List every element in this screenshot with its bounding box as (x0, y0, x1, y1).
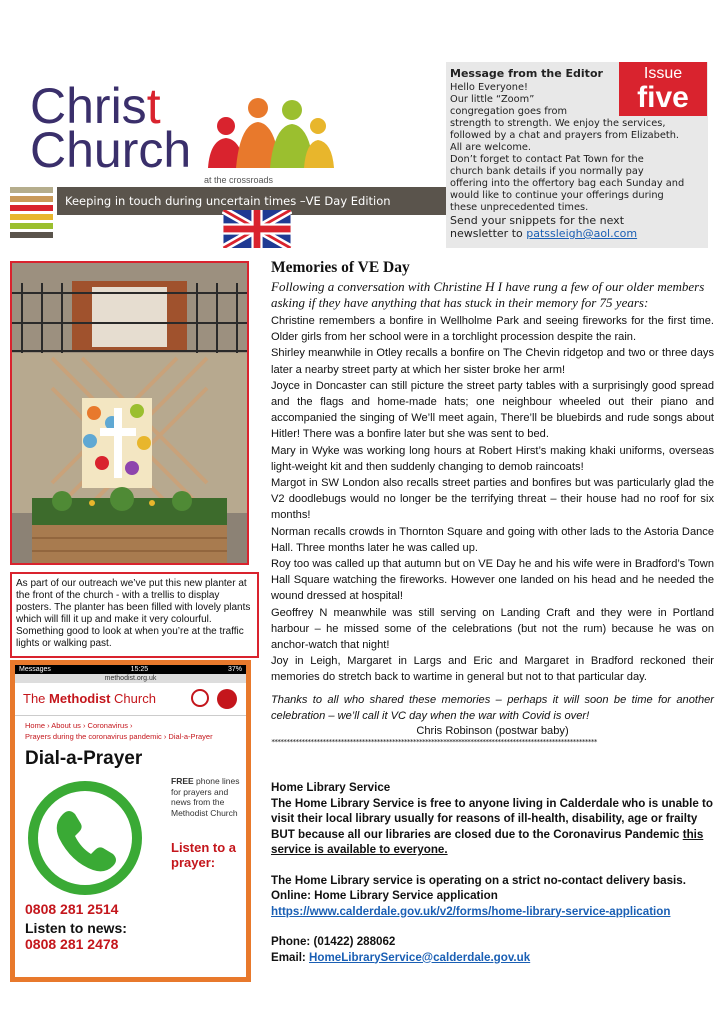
stripe-3 (10, 205, 53, 211)
editor-line: strength to strength. We enjoy the services, (450, 118, 666, 129)
stripe-6 (10, 232, 53, 238)
brand-pre: The (23, 691, 50, 706)
editor-line: All are welcome. (450, 142, 532, 153)
library-email-label: Email: (271, 950, 310, 964)
editor-line: followed by a chat and prayers from Elizabeth. (450, 130, 680, 141)
brand-bold: Methodist (49, 691, 111, 706)
listen-label: Listen to a prayer: (171, 840, 237, 870)
stripe-2 (10, 196, 53, 202)
logo-line1-a: Chris (30, 78, 147, 134)
library-phone: Phone: (01422) 288062 (271, 935, 396, 948)
article-title: Memories of VE Day (271, 259, 410, 276)
library-title: Home Library Service (271, 781, 391, 794)
editor-line: these unprecedented times. (450, 202, 589, 213)
status-battery: 37% (227, 666, 242, 673)
library-email-link[interactable]: HomeLibraryService@calderdale.gov.uk (309, 950, 531, 964)
stripe-5 (10, 223, 53, 229)
free-text: phone lines for prayers and news from the Methodist Church (171, 776, 240, 818)
editor-line: would like to continue your offerings during (450, 190, 664, 201)
issue-badge (619, 62, 707, 116)
editor-email-link[interactable]: patssleigh@aol.com (526, 227, 638, 240)
section-divider: ************************************************************************************************************ (271, 738, 597, 747)
library-para-1 (271, 796, 716, 858)
editor-line: Don’t forget to contact Pat Town for the (450, 154, 644, 165)
news-label: Listen to news: (25, 920, 127, 936)
library-online-label: Online: Home Library Service application (271, 889, 498, 902)
editor-line: congregation goes from (450, 106, 568, 117)
memory-paragraph: Roy too was called up that autumn but on VE Day he and his wife were in Bradford’s Town Hall Square watching the fireworks. However one landed on his head and he needed the wound dressed at hospital! (271, 558, 714, 603)
brand-post: Church (110, 691, 156, 706)
phone-body (15, 770, 246, 900)
memory-paragraph: Mary in Wyke was working long hours at Robert Hirst’s making khaki uniforms, overseas light-weight kit and then suddenly changing to demob raincoats! (271, 444, 714, 473)
edition-banner: Keeping in touch during uncertain times –VE Day Edition (57, 187, 447, 215)
memory-paragraph: Joyce in Doncaster can still picture the street party tables with a surprisingly good spread and the flags and home-made hats; one neighbour wheeled out their piano and accompanied the singing of We’ll meet again, There’ll be bluebirds and rude songs about Hitler! There was a bonfire later but she was sent to bed. (271, 379, 714, 441)
memory-paragraph: Norman recalls crowds in Thornton Square and going with other lads to the Astoria Dance Hall. Three months later he was called up. (271, 525, 714, 554)
memory-paragraph: Christine remembers a bonfire in Wellholme Park and seeing fireworks for the first time. Older girls from her school were in a torchlight procession despite the rain. (271, 315, 714, 344)
article-intro: Following a conversation with Christine H I have rung a few of our older members asking if they have anything that has stuck in their memory for 75 years: (271, 279, 705, 310)
library-para-2: The Home Library service is operating on a strict no-contact delivery basis. (271, 873, 686, 887)
logo-tagline: at the crossroads (204, 175, 274, 185)
stripe-1 (10, 187, 53, 193)
free-bold: FREE (171, 776, 194, 786)
status-left: Messages (19, 666, 51, 673)
editor-line: church bank details if you normally pay (450, 166, 644, 177)
planter-photo (10, 261, 249, 565)
editor-line: Hello Everyone! (450, 82, 528, 93)
editor-send-prefix: newsletter to (450, 227, 527, 240)
logo-line1-b: t (146, 78, 161, 134)
planter-photo-image (12, 263, 247, 563)
phone-status-bar (15, 665, 246, 674)
editor-line: offering into the offertory bag each Sunday and (450, 178, 685, 189)
article-thanks: Thanks to all who shared these memories – perhaps it will soon be time for another celebration – we’ll call it VC day when the war with Covid is over! (271, 693, 714, 722)
search-icon[interactable] (191, 689, 209, 707)
dial-a-prayer-screenshot (10, 660, 251, 982)
memory-paragraph: Margot in SW London also recalls street parties and bonfires but was particularly glad the V2 doodlebugs would no longer be the terrifying threat – their house had no roof for six months! (271, 477, 714, 522)
home-library-section (271, 780, 716, 965)
memory-paragraph: Geoffrey N meanwhile was still serving on Landing Craft and they were in Portland harbour – he missed some of the celebrations (but not the rum) because he was on anchor-watch that night! (271, 606, 714, 652)
dial-a-prayer-heading: Dial-a-Prayer (25, 748, 143, 769)
crumb-line-2: Prayers during the coronavirus pandemic › Dial-a-Prayer (25, 732, 213, 741)
logo-line2: Church (30, 122, 192, 178)
library-spacer-2 (271, 919, 716, 934)
status-time: 15:25 (130, 666, 149, 673)
union-jack-icon (222, 210, 292, 248)
planter-caption: As part of our outreach we’ve put this new planter at the front of the church - with a trellis to display posters. The planter has been filled with lovely plants which will fill it up and make it very colourful. Something good to look at when you’re at the traffic lights or walking past. (10, 572, 259, 658)
library-para-1-underlined: this service is available to everyone. (271, 827, 704, 856)
article-signature: Chris Robinson (postwar baby) (416, 725, 569, 738)
issue-label: Issue (643, 65, 683, 82)
people-logo-icon (196, 88, 336, 178)
prayer-number[interactable]: 0808 281 2514 (25, 901, 119, 917)
stripe-4 (10, 214, 53, 220)
phone-breadcrumb (15, 716, 246, 742)
editor-send-line-2 (450, 227, 704, 240)
editor-title: Message from the Editor (450, 67, 603, 80)
ve-day-article (271, 259, 714, 746)
library-online-link[interactable]: https://www.calderdale.gov.uk/v2/forms/home-library-service-application (271, 904, 671, 918)
editor-line: Our little “Zoom” (450, 94, 535, 105)
methodist-brand (23, 691, 156, 706)
memory-paragraph: Joy in Leigh, Margaret in Largs and Eric and Margaret in Bradford reckoned their memories do stretch back to wartime in general but not to that particular day. (271, 655, 714, 684)
library-spacer (271, 858, 716, 873)
library-para-1-text: The Home Library Service is free to anyone living in Calderdale who is unable to visit their local library usually for reasons of ill-health, disability, age or frailty BUT because all our libraries are closed due to the Coronavirus Pandemic (271, 796, 713, 841)
phone-url-bar (15, 674, 246, 683)
free-lines-text (171, 776, 243, 818)
menu-icon[interactable] (217, 689, 237, 709)
crumb-line-1: Home › About us › Coronavirus › (25, 721, 133, 730)
news-number[interactable]: 0808 281 2478 (25, 936, 119, 952)
issue-number: five (637, 81, 689, 114)
memory-paragraph: Shirley meanwhile in Otley recalls a bonfire on The Chevin ridgetop and two or three days later a nearby street party at which her sister broke her arm! (271, 347, 714, 376)
phone-url: methodist.org.uk (104, 675, 157, 682)
phone-handset-icon (25, 778, 145, 898)
methodist-header (15, 683, 246, 716)
library-email-line (271, 950, 716, 966)
editor-send-line: Send your snippets for the next (450, 214, 625, 227)
